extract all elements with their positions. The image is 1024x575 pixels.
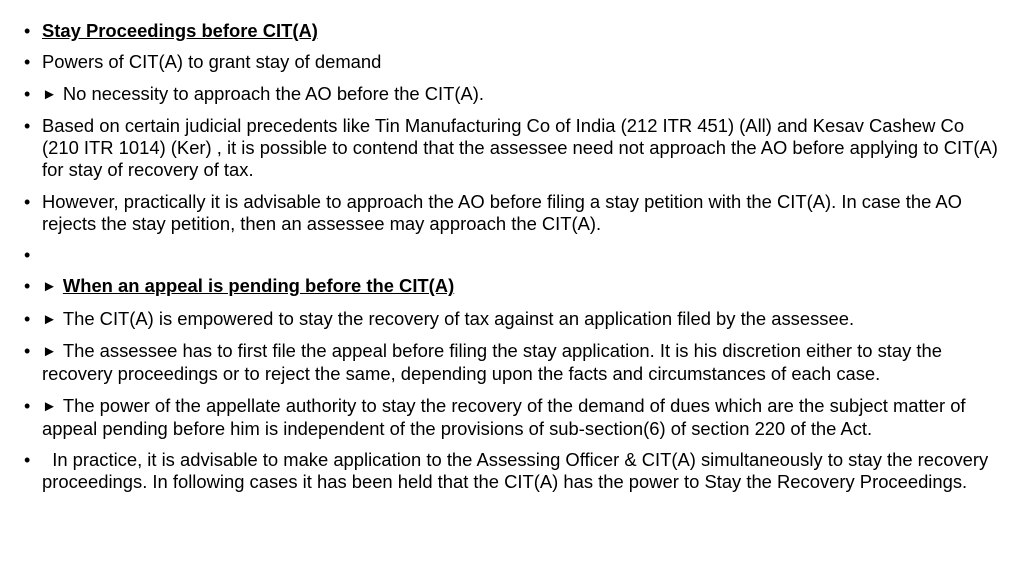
bullet-item	[22, 340, 1002, 385]
bullet-text: Powers of CIT(A) to grant stay of demand	[42, 51, 382, 73]
bullet-dot-icon: •	[24, 83, 31, 104]
arrow-icon: ►	[42, 343, 57, 361]
bullet-dot-icon: •	[24, 244, 31, 265]
bullet-item	[22, 449, 1002, 493]
bullet-item	[22, 115, 1002, 181]
bullet-dot-icon: •	[24, 21, 31, 41]
bullet-dot-icon: •	[24, 116, 31, 137]
arrow-icon: ►	[42, 278, 57, 296]
bullet-text: The CIT(A) is empowered to stay the recovery of tax against an application filed by the assessee.	[62, 307, 855, 329]
bullet-dot-icon: •	[24, 191, 31, 212]
arrow-icon: ►	[42, 310, 57, 328]
bullet-dot-icon: •	[24, 276, 31, 297]
bullet-item	[22, 308, 1002, 331]
bullet-text: The assessee has to first file the appeal before filing the stay application. It is his discretion either to stay the recovery proceedings or to reject the same, depending upon the facts and circumstances of each case.	[42, 340, 943, 385]
bullet-text: Based on certain judicial precedents like Tin Manufacturing Co of India (212 ITR 451) (All) and Kesav Cashew Co (210 ITR 1014) (Ker) , it is possible to contend that the assessee need not approach the AO before applying to CIT(A) for stay of recovery of tax.	[42, 115, 998, 181]
bullet-item	[22, 191, 1002, 235]
arrow-icon: ►	[42, 397, 57, 415]
bullet-text: The power of the appellate authority to stay the recovery of the demand of dues which are the subject matter of appeal pending before him is independent of the provisions of sub-section(6) of section 220 of the Act.	[42, 394, 966, 439]
bullet-item	[22, 51, 1002, 73]
bullet-text: When an appeal is pending before the CIT(A)	[62, 275, 455, 297]
bullet-dot-icon: •	[24, 341, 31, 362]
arrow-icon: ►	[42, 85, 57, 103]
bullet-dot-icon: •	[24, 449, 31, 470]
bullet-text: In practice, it is advisable to make application to the Assessing Officer & CIT(A) simultaneously to stay the recovery proceedings. In following cases it has been held that the CIT(A) has the power to Stay the Recovery Proceedings.	[42, 448, 994, 492]
bullet-dot-icon: •	[24, 52, 31, 73]
bullet-item	[22, 395, 1002, 440]
bullet-item	[22, 83, 1002, 106]
bullet-list	[22, 20, 1002, 502]
bullet-item-empty	[22, 244, 1002, 266]
bullet-dot-icon: •	[24, 395, 31, 416]
bullet-text: However, practically it is advisable to approach the AO before filing a stay petition with the CIT(A). In case the AO rejects the stay petition, then an assessee may approach the CIT(A).	[42, 190, 962, 234]
bullet-item	[22, 20, 1002, 42]
bullet-dot-icon: •	[24, 308, 31, 329]
bullet-text: Stay Proceedings before CIT(A)	[42, 20, 318, 41]
bullet-item	[22, 275, 1002, 298]
bullet-text: No necessity to approach the AO before the CIT(A).	[62, 82, 485, 104]
